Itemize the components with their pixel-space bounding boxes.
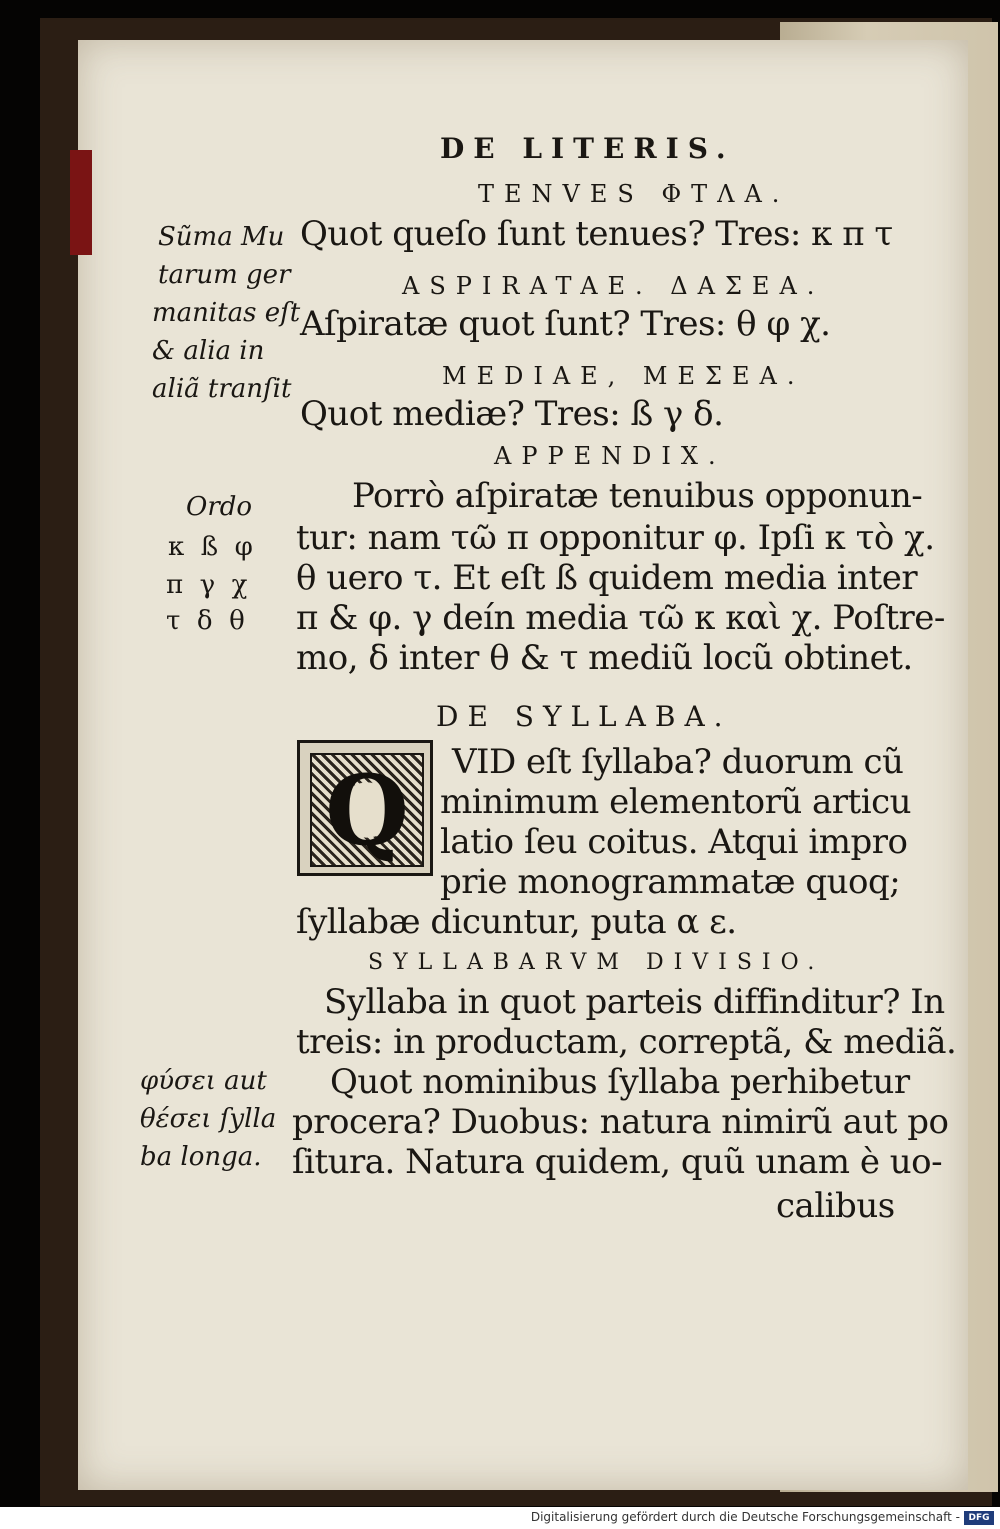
initial-letter: Q (312, 755, 422, 865)
divisio-line-3: Quot nominibus ſyllaba perhibetur (330, 1062, 910, 1102)
red-marker-tab (70, 150, 92, 255)
ordo-row-3: τ δ θ (166, 606, 245, 636)
footer-bar (0, 1507, 1000, 1529)
heading-tenues: TENVES ΦΤΛΑ. (478, 180, 790, 208)
margin-note-1-line-1: Sũma Mu (158, 222, 285, 252)
margin-note-1-line-2: tarum ger (158, 260, 291, 290)
syllaba-line-3: latio ſeu coitus. Atqui impro (440, 822, 908, 862)
appendix-line-2: tur: nam τῶ π opponitur φ. Ipſi κ τὸ χ. (296, 518, 935, 558)
line-tenues: Quot queſo ſunt tenues? Tres: κ π τ (300, 214, 893, 254)
margin-note-1-line-4: & alia in (152, 336, 265, 366)
appendix-line-3: θ uero τ. Et eſt ß quidem media inter (296, 558, 918, 598)
heading-appendix: APPENDIX. (494, 442, 726, 470)
catchword: calibus (776, 1186, 895, 1226)
divisio-line-5: ſitura. Natura quidem, quũ unam è uo- (292, 1142, 943, 1182)
appendix-line-1: Porrò aſpiratæ tenuibus opponun- (352, 476, 923, 516)
appendix-line-5: mo, δ inter θ & τ mediũ locũ obtinet. (296, 638, 913, 678)
heading-mediae: MEDIAE, ΜΕΣΕΑ. (442, 362, 805, 390)
heading-divisio: SYLLABARVM DIVISIO. (368, 950, 825, 975)
running-head: DE LITERIS. (440, 132, 735, 165)
margin-note-1-line-5: aliã tranſit (152, 374, 292, 404)
margin-note-2-line-2: θέσει ſylla (140, 1104, 277, 1134)
ordo-label: Ordo (186, 492, 253, 522)
divisio-line-2: treis: in productam, correptã, & mediã. (296, 1022, 957, 1062)
margin-note-2-line-1: φύσει aut (140, 1066, 267, 1096)
margin-note-2-line-3: ba longa. (140, 1142, 262, 1172)
appendix-line-4: π & φ. γ deín media τῶ κ καὶ χ. Poſtre- (296, 598, 945, 638)
footer-credit: Digitalisierung gefördert durch die Deutsche Forschungsgemeinschaft - (530, 1510, 960, 1524)
heading-aspiratae: ASPIRATAE. ΔΑΣΕΑ. (402, 272, 825, 300)
heading-de-syllaba: DE SYLLABA. (436, 700, 732, 733)
ordo-row-2: π γ χ (166, 570, 248, 600)
divisio-line-1: Syllaba in quot parteis diffinditur? In (324, 982, 945, 1022)
margin-note-1-line-3: manitas eſt (152, 298, 301, 328)
ordo-row-1: κ ß φ (168, 532, 253, 562)
syllaba-line-5: ſyllabæ dicuntur, puta α ε. (296, 902, 737, 942)
syllaba-line-2: minimum elementorũ articu (440, 782, 912, 822)
line-mediae: Quot mediæ? Tres: ß γ δ. (300, 394, 724, 434)
syllaba-line-1: VID eſt ſyllaba? duorum cũ (452, 742, 904, 782)
dfg-logo-icon[interactable]: DFG (964, 1511, 994, 1525)
line-aspiratae: Aſpiratæ quot ſunt? Tres: θ φ χ. (300, 304, 831, 344)
divisio-line-4: procera? Duobus: natura nimirũ aut po (292, 1102, 949, 1142)
decorated-initial (297, 740, 433, 876)
syllaba-line-4: prie monogrammatæ quoq; (440, 862, 901, 902)
